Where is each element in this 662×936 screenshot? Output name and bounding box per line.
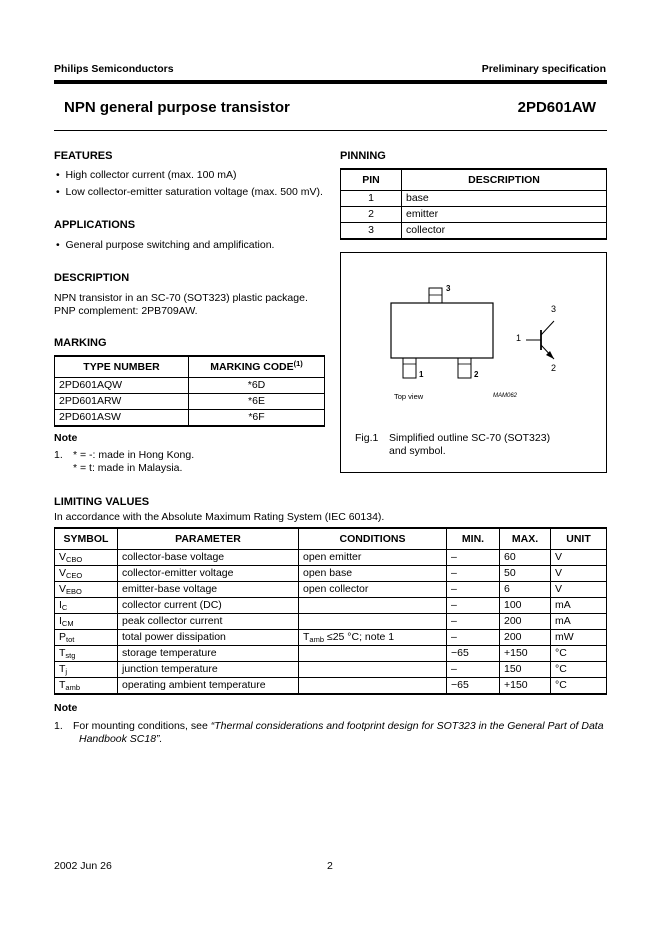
lv-parameter: collector-base voltage [118,550,299,566]
description-line-2: PNP complement: 2PB709AW. [54,305,198,317]
lv-symbol: $V_{CEO}$ [55,566,118,582]
features-item: • Low collector-emitter saturation voltage (max. 500 mV). [56,186,323,198]
lv-parameter: storage temperature [118,646,299,662]
lv-min: −65 [447,678,500,695]
marking-col-type: TYPE NUMBER [55,356,189,378]
lv-unit: mA [551,598,607,614]
pin-1-pad [403,358,416,378]
lv-conditions [299,614,447,630]
pin-number: 2 [341,207,402,223]
pin-2-pad [458,358,471,378]
lv-parameter: total power dissipation [118,630,299,646]
marking-table [54,355,325,427]
table-row [55,394,325,410]
table-row [55,550,607,566]
lv-max: 100 [500,598,551,614]
pin-3-pad [429,288,442,303]
lv-conditions [299,598,447,614]
figure-caption-line-1: Simplified outline SC-70 (SOT323) [389,432,551,444]
lv-parameter: junction temperature [118,662,299,678]
marking-code: *6E [189,394,325,410]
table-row [341,223,607,240]
table-row [55,614,607,630]
limiting-col-symbol: SYMBOL [55,528,118,550]
lv-conditions: open collector [299,582,447,598]
applications-heading: APPLICATIONS [54,219,136,231]
table-row [55,662,607,678]
lv-symbol: $V_{CBO}$ [55,550,118,566]
lv-parameter: collector-emitter voltage [118,566,299,582]
lv-symbol: $V_{EBO}$ [55,582,118,598]
table-row [55,630,607,646]
lv-min: – [447,566,500,582]
features-item: • High collector current (max. 100 mA) [56,169,237,181]
marking-type: 2PD601AQW [55,378,189,394]
lv-min: – [447,630,500,646]
marking-note-num: 1. [54,449,63,461]
lv-min: −65 [447,646,500,662]
limiting-col-parameter: PARAMETER [118,528,299,550]
limiting-heading: LIMITING VALUES [54,496,150,508]
limiting-subtitle: In accordance with the Absolute Maximum Rating System (IEC 60134). [54,511,385,523]
features-heading: FEATURES [54,150,113,162]
figure-code: MAM062 [493,393,518,399]
pinning-table [340,168,607,240]
lv-parameter: operating ambient temperature [118,678,299,695]
figure-box [340,252,607,473]
sym-pin-2-label: 2 [551,363,557,373]
lv-parameter: collector current (DC) [118,598,299,614]
part-number: 2PD601AW [517,99,596,116]
lv-conditions [299,646,447,662]
lv-symbol: $I_{CM}$ [55,614,118,630]
table-row [55,582,607,598]
pin-description: emitter [402,207,607,223]
lv-min: – [447,614,500,630]
pin-number: 1 [341,191,402,207]
lv-min: – [447,582,500,598]
pkg-pin-3-label: 3 [446,284,451,293]
marking-type: 2PD601ARW [55,394,189,410]
limiting-note-line-1: For mounting conditions, see “Thermal considerations and footprint design for SOT323 in the General Part of Data [73,720,604,732]
top-view-label: Top view [394,392,424,401]
limiting-col-conditions: CONDITIONS [299,528,447,550]
lv-unit: mA [551,614,607,630]
marking-type: 2PD601ASW [55,410,189,427]
limiting-note-heading: Note [54,702,78,714]
lv-max: 60 [500,550,551,566]
figure-caption-line-2: and symbol. [389,445,446,457]
pinning-col-desc: DESCRIPTION [402,169,607,191]
page-title: NPN general purpose transistor [64,99,290,116]
limiting-col-unit: UNIT [551,528,607,550]
pkg-pin-2-label: 2 [474,370,479,379]
limiting-note-num: 1. [54,720,63,732]
marking-col-code: MARKING CODE$^{(1)}$ [189,356,325,378]
applications-item: • General purpose switching and amplification. [56,239,275,251]
lv-max: 6 [500,582,551,598]
table-row [55,598,607,614]
spec-status: Preliminary specification [481,63,606,75]
lv-parameter: peak collector current [118,614,299,630]
lv-conditions: open base [299,566,447,582]
lv-max: 50 [500,566,551,582]
package-body [391,303,493,358]
table-row [341,207,607,223]
lv-unit: V [551,550,607,566]
title-rule [54,130,607,131]
table-row [55,566,607,582]
marking-code: *6D [189,378,325,394]
lv-symbol: $T_j$ [55,662,118,678]
lv-max: 200 [500,630,551,646]
pinning-heading: PINNING [340,150,386,162]
header-rule [54,80,607,84]
lv-conditions: open emitter [299,550,447,566]
lv-unit: V [551,582,607,598]
lv-unit: °C [551,678,607,695]
description-line-1: NPN transistor in an SC-70 (SOT323) plastic package. [54,292,308,304]
sym-pin-3-label: 3 [551,304,557,314]
company-name: Philips Semiconductors [54,63,174,75]
pinning-col-pin: PIN [341,169,402,191]
lv-unit: mW [551,630,607,646]
lv-conditions [299,678,447,695]
limiting-col-max: MAX. [500,528,551,550]
pin-description: collector [402,223,607,240]
lv-conditions: $T_{amb} \le 25$ °C; note 1 [299,630,447,646]
pin-description: base [402,191,607,207]
lv-conditions [299,662,447,678]
table-row [55,646,607,662]
description-heading: DESCRIPTION [54,272,130,284]
lv-symbol: $P_{tot}$ [55,630,118,646]
sym-pin-1-label: 1 [516,333,522,343]
symbol-collector-lead [541,321,554,335]
lv-unit: °C [551,646,607,662]
lv-min: – [447,598,500,614]
lv-min: – [447,662,500,678]
table-row [55,378,325,394]
limiting-table [54,527,607,695]
footer-page-number: 2 [327,860,333,872]
lv-max: 200 [500,614,551,630]
limiting-col-min: MIN. [447,528,500,550]
table-row [341,191,607,207]
pkg-pin-1-label: 1 [419,370,424,379]
lv-max: 150 [500,662,551,678]
marking-note-line-1: * = -: made in Hong Kong. [73,449,195,461]
marking-note-line-2: * = t: made in Malaysia. [73,462,183,474]
figure-caption-num: Fig.1 [355,432,379,444]
lv-unit: °C [551,662,607,678]
limiting-note-line-2: Handbook SC18”. [79,733,163,745]
lv-unit: V [551,566,607,582]
lv-symbol: $T_{amb}$ [55,678,118,695]
footer-date: 2002 Jun 26 [54,860,112,872]
lv-parameter: emitter-base voltage [118,582,299,598]
pin-number: 3 [341,223,402,240]
marking-note-heading: Note [54,432,78,444]
marking-heading: MARKING [54,337,107,349]
marking-code: *6F [189,410,325,427]
table-row [55,410,325,427]
lv-min: – [447,550,500,566]
lv-max: +150 [500,646,551,662]
lv-max: +150 [500,678,551,695]
table-row [55,678,607,695]
lv-symbol: $T_{stg}$ [55,646,118,662]
lv-symbol: $I_C$ [55,598,118,614]
